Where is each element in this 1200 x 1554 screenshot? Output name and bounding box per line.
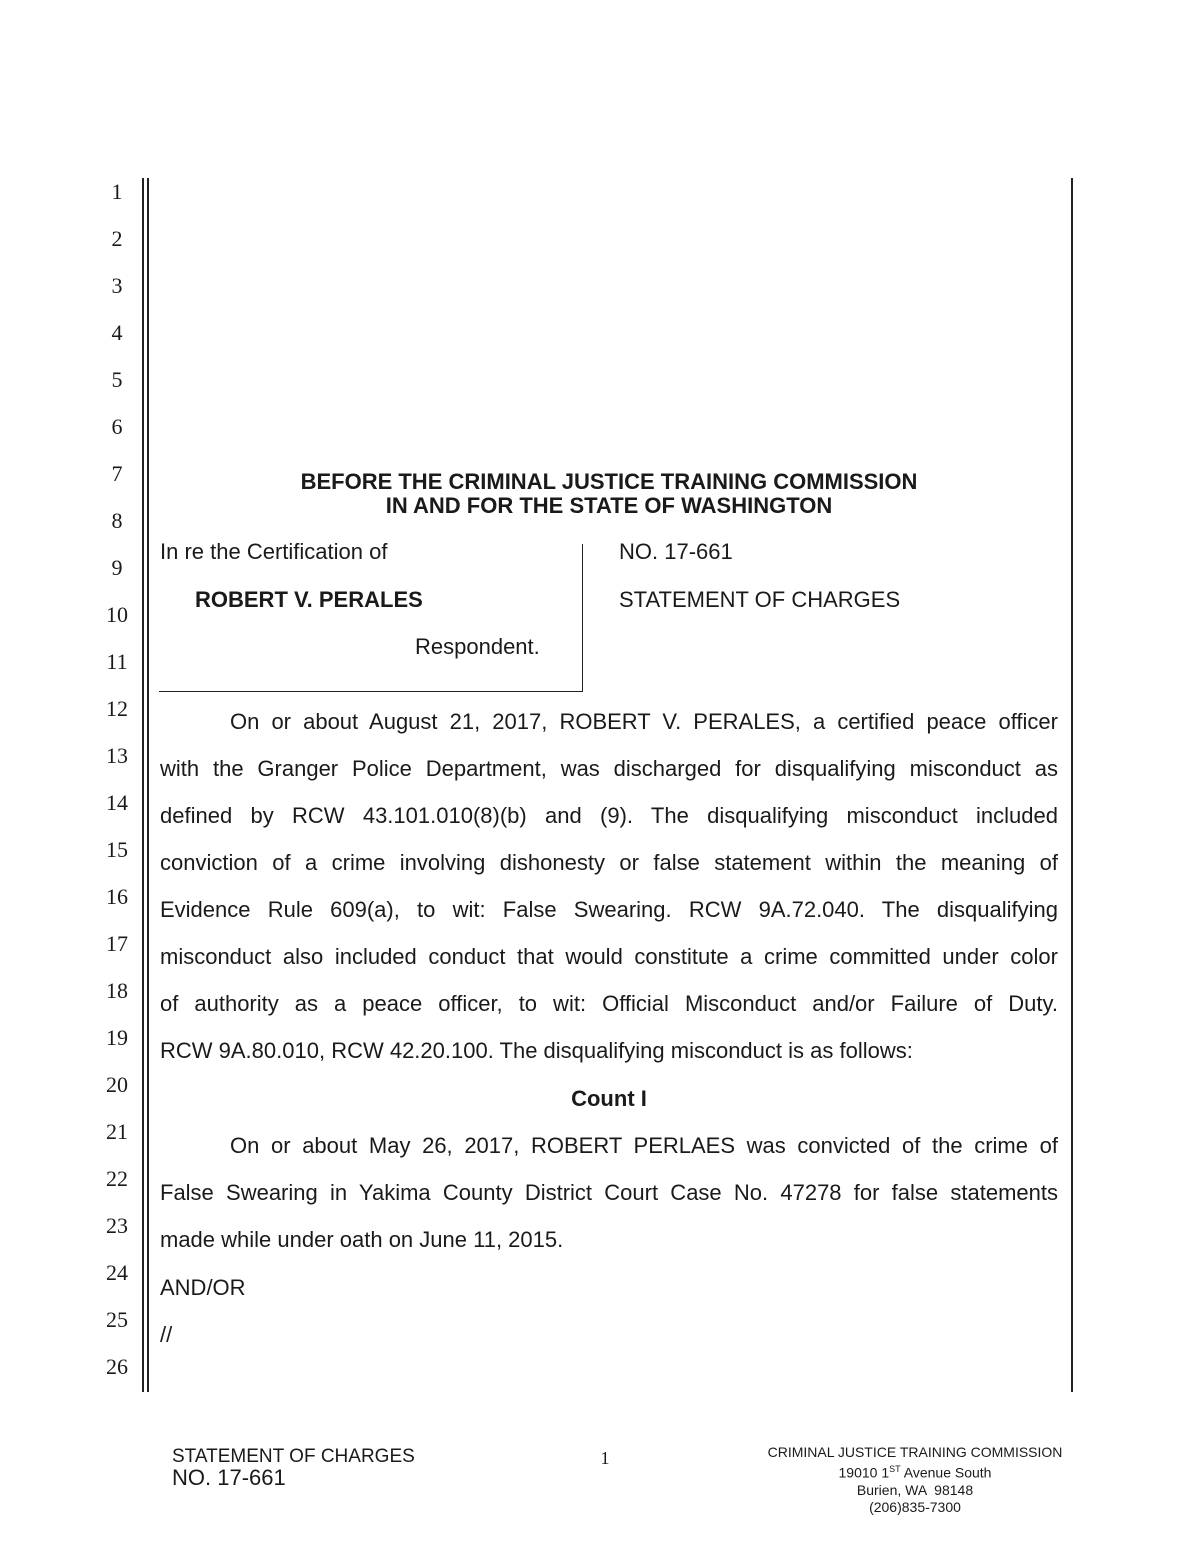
line-number: 4	[111, 320, 123, 345]
line-number: 22	[106, 1166, 128, 1191]
and-or-text: AND/OR	[160, 1275, 246, 1300]
line-number: 24	[106, 1260, 128, 1285]
footer-phone: (206)835-7300	[869, 1498, 961, 1515]
line-number: 5	[111, 367, 123, 392]
respondent-label: Respondent.	[415, 634, 540, 659]
line-number: 12	[106, 696, 128, 721]
footer-city: Burien, WA 98148	[856, 1481, 974, 1498]
intro-line: of authority as a peace officer, to wit: Official Misconduct and/or Failure of Duty.	[160, 991, 1058, 1016]
line-number: 8	[111, 508, 123, 533]
intro-line: defined by RCW 43.101.010(8)(b) and (9). The disqualifying misconduct included	[160, 803, 1058, 828]
line-number: 21	[106, 1119, 128, 1144]
intro-line: with the Granger Police Department, was discharged for disqualifying misconduct as	[160, 756, 1058, 781]
line-number: 14	[106, 790, 128, 815]
line-number: 3	[111, 273, 123, 298]
caption-bottom-rule	[159, 691, 583, 692]
line-number: 9	[111, 555, 123, 580]
document-title: STATEMENT OF CHARGES	[619, 587, 901, 612]
count-heading: Count I	[571, 1086, 647, 1111]
in-re-text: In re the Certification of	[160, 539, 388, 564]
line-number: 13	[106, 743, 128, 768]
right-margin-rule	[1071, 178, 1073, 1392]
count-line: On or about May 26, 2017, ROBERT PERLAES was convicted of the crime of	[230, 1133, 1058, 1158]
intro-line: Evidence Rule 609(a), to wit: False Swearing. RCW 9A.72.040. The disqualifying	[160, 897, 1058, 922]
line-number: 11	[106, 649, 128, 674]
count-line: made while under oath on June 11, 2015.	[160, 1227, 564, 1252]
intro-line: On or about August 21, 2017, ROBERT V. PERALES, a certified peace officer	[230, 709, 1058, 734]
line-number: 2	[111, 226, 123, 251]
intro-line: RCW 9A.80.010, RCW 42.20.100. The disqualifying misconduct is as follows:	[160, 1038, 913, 1063]
left-margin-rule-outer	[142, 178, 144, 1392]
line-number: 6	[111, 414, 123, 439]
left-margin-rule-inner	[147, 178, 149, 1392]
caption-vertical-rule	[582, 544, 583, 692]
footer-page-number: 1	[600, 1448, 610, 1468]
line-number: 20	[106, 1072, 128, 1097]
footer-left-title: STATEMENT OF CHARGES	[172, 1446, 415, 1467]
count-line: False Swearing in Yakima County District Court Case No. 47278 for false statements	[160, 1180, 1058, 1205]
line-number: 15	[106, 837, 128, 862]
line-number: 17	[106, 931, 128, 956]
line-number: 18	[106, 978, 128, 1003]
footer-org-name: CRIMINAL JUSTICE TRAINING COMMISSION	[767, 1444, 1063, 1460]
line-number: 25	[106, 1307, 128, 1332]
continuation-slashes: //	[160, 1322, 173, 1347]
intro-line: misconduct also included conduct that would constitute a crime committed under color	[160, 944, 1058, 969]
footer-address-number: 19010 1	[838, 1464, 890, 1481]
footer-right-block	[740, 1444, 1090, 1516]
court-heading-line-1: BEFORE THE CRIMINAL JUSTICE TRAINING COMMISSION	[300, 469, 918, 494]
line-number: 7	[111, 461, 123, 486]
line-number: 23	[106, 1213, 128, 1238]
footer-address	[740, 1461, 1090, 1482]
line-number: 10	[106, 602, 128, 627]
intro-line: conviction of a crime involving dishonesty or false statement within the meaning of	[160, 850, 1058, 875]
line-number: 1	[111, 179, 123, 204]
line-number: 26	[106, 1354, 128, 1379]
footer-address-sup: ST	[889, 1464, 901, 1474]
respondent-name: ROBERT V. PERALES	[195, 587, 423, 612]
line-number: 19	[106, 1025, 128, 1050]
footer-left-case-no: NO. 17-661	[172, 1465, 286, 1490]
case-number: NO. 17-661	[619, 539, 733, 564]
line-number: 16	[106, 884, 128, 909]
court-heading-line-2: IN AND FOR THE STATE OF WASHINGTON	[385, 493, 833, 518]
footer-address-street: Avenue South	[900, 1464, 992, 1481]
